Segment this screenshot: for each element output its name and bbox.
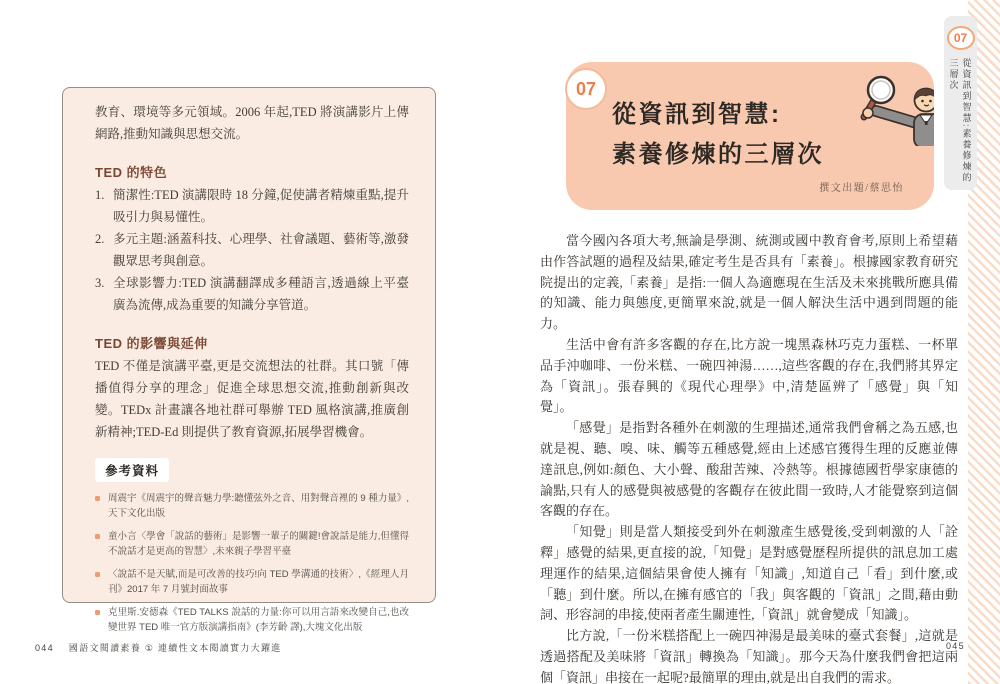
reference-item: [95, 491, 409, 521]
list-item: [95, 228, 409, 272]
intro-paragraph: 教育、環境等多元領域。2006 年起,TED 將演講影片上傳網路,推動知識與思想交流。: [95, 105, 409, 141]
list-item-text: 簡潔性:TED 演講限時 18 分鐘,促使講者精煉重點,提升吸引力與易懂性。: [113, 188, 409, 224]
reference-text: 〈說話不是天賦,而是可改善的技巧!向 TED 學溝通的技術〉,《經理人月刊》2017 年 7 月號封面故事: [108, 569, 409, 595]
list-item-number: 2.: [95, 232, 105, 246]
chapter-title-line1: 從資訊到智慧:: [612, 101, 782, 128]
chapter-title: [612, 95, 824, 175]
left-page-footer: [35, 641, 282, 654]
features-list: [95, 184, 409, 316]
body-paragraph: 「感覺」是指對各種外在刺激的生理描述,通常我們會稱之為五感,也就是視、聽、嗅、味、觸等五種感覺,經由上述感官獲得生理的反應並傳達訊息,例如:顏色、大小聲、酸甜苦辣、冷熱等。根據德國哲學家康德的論點,只有人的感覺與被感覺的客觀存在彼此間一致時,人才能覺察到這個客觀的存在。: [540, 420, 958, 519]
book-title: 國語文閱讀素養 ① 連續性文本閱讀實力大躍進: [68, 643, 282, 653]
ted-info-box: [62, 87, 436, 633]
body-paragraph: 比方說,「一份米糕搭配上一碗四神湯是最美味的臺式套餐」,這就是透過搭配及美味將「資訊」轉換為「知識」。那今天為什麼我們會把這兩個「資訊」串接在一起呢?最簡單的理由,就是出自我們的需求。: [540, 628, 958, 684]
list-item-text: 多元主題:涵蓋科技、心理學、社會議題、藝術等,激發觀眾思考與創意。: [113, 232, 409, 268]
chapter-number-badge: 07: [947, 26, 975, 50]
list-item-text: 全球影響力:TED 演講翻譯成多種語言,透過線上平臺廣為流傳,成為重要的知識分享管道。: [113, 276, 409, 312]
bullet-dot-icon: [95, 496, 100, 501]
reference-item: [95, 529, 409, 559]
page-number: 045: [946, 641, 965, 651]
features-heading: TED 的特色: [95, 165, 168, 180]
reference-text: 周震宇《周震宇的聲音魅力學:聽懂弦外之音、用對聲音裡的 9 種力量》,天下文化出版: [108, 493, 409, 519]
reference-text: 童小言〈學會「說話的藝術」是影響一輩子的關鍵!會說話是能力,但懂得不說話才是更高的智慧〉,未來親子學習平臺: [108, 531, 409, 557]
body-paragraph: 生活中會有許多客觀的存在,比方說一塊黑森林巧克力蛋糕、一杯單品手沖咖啡、一份米糕、一碗四神湯……,這些客觀的存在,我們將其界定為「資訊」。張春興的《現代心理學》中,清楚區辨了「感覺」與「知覺」。: [540, 336, 958, 415]
reference-item: [95, 567, 409, 597]
bullet-dot-icon: [95, 610, 100, 615]
chapter-tab-label: 從資訊到智慧:素養修煉的三層次: [948, 57, 972, 184]
bullet-dot-icon: [95, 572, 100, 577]
references-list: [95, 491, 409, 635]
list-item: [95, 272, 409, 316]
person-head: [915, 89, 935, 112]
body-paragraph: 當今國內各項大考,無論是學測、統測或國中教育會考,原則上希望藉由作答試題的過程及結果,確定考生是否具有「素養」。根據國家教育研究院提出的定義,「素養」是指:一個人為適應現在生活及未來挑戰所應具備的知識、能力與態度,更簡單來說,就是一個人解決生活中遇到問題的能力。: [540, 233, 958, 332]
references-label: 參考資料: [95, 458, 169, 482]
bullet-dot-icon: [95, 534, 100, 539]
chapter-number-badge: 07: [565, 68, 607, 110]
person-with-magnifier-illustration: [856, 74, 934, 146]
chapter-side-tab: [944, 16, 977, 190]
page-number: 044: [35, 643, 54, 653]
chapter-title-box: [566, 62, 934, 210]
list-item-number: 3.: [95, 276, 105, 290]
list-item-number: 1.: [95, 188, 105, 202]
impact-paragraph: TED 不僅是演講平臺,更是交流想法的社群。其口號「傳播值得分享的理念」促進全球思想交流,推動創新與改變。TEDx 計畫讓各地社群可舉辦 TED 風格演講,推廣創新精神;TED-Ed 則提供了教育資源,拓展學習機會。: [95, 359, 409, 439]
list-item: [95, 184, 409, 228]
chapter-body: [540, 231, 958, 684]
reference-text: 克里斯.安德森《TED TALKS 說話的力量:你可以用言語來改變自己,也改變世界 TED 唯一官方版演講指南》(李芳齡 譯),大塊文化出版: [108, 607, 409, 633]
author-byline: 撰文出題/蔡思怡: [819, 183, 904, 194]
person-body: [914, 114, 934, 146]
body-paragraph: 「知覺」則是當人類接受到外在刺激產生感覺後,受到刺激的人「詮釋」感覺的結果,更直接的說,「知覺」是對感覺歷程所提供的訊息加工處理運作的結果,這個結果會使人擁有「知識」,知道自己「看」到什麼,或「聽」到什麼。所以,在擁有感官的「我」與客觀的「資訊」之間,藉由動詞、形容詞的串接,使兩者產生關連性,「資訊」就會變成「知識」。: [540, 524, 958, 623]
chapter-title-line2: 素養修煉的三層次: [612, 141, 824, 168]
impact-heading: TED 的影響與延伸: [95, 336, 208, 351]
reference-item: [95, 605, 409, 635]
